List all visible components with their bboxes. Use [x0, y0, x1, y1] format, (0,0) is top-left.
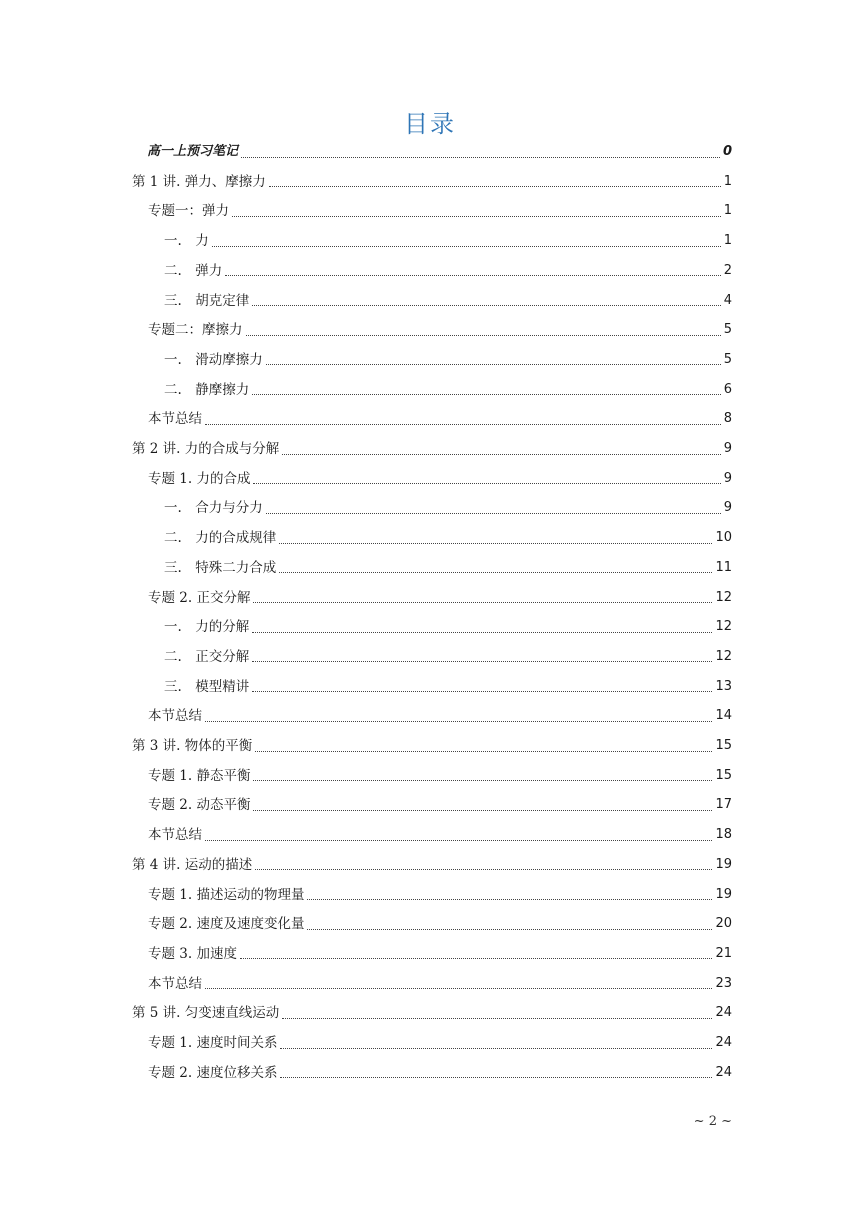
toc-entry-page-number: 8	[723, 411, 732, 427]
toc-entry[interactable]	[148, 792, 732, 818]
toc-entry-label: 一. 力的分解	[164, 619, 250, 636]
toc-leader-dots	[279, 572, 712, 573]
toc-entry-label: 第 5 讲. 匀变速直线运动	[132, 1005, 280, 1022]
toc-entry[interactable]	[164, 347, 732, 373]
toc-leader-dots	[307, 929, 712, 930]
toc-leader-dots	[205, 721, 712, 722]
page-number-footer: ~ 2 ~	[693, 1114, 732, 1129]
toc-entry-label: 第 3 讲. 物体的平衡	[132, 738, 253, 754]
toc-entry[interactable]	[148, 1030, 732, 1056]
toc-leader-dots	[246, 335, 721, 336]
toc-entry-label: 专题 1. 静态平衡	[148, 767, 251, 784]
toc-entry-label: 第 2 讲. 力的合成与分解	[132, 441, 280, 457]
toc-entry[interactable]	[148, 941, 732, 967]
toc-entry-page-number: 15	[715, 738, 732, 753]
toc-entry-page-number: 21	[715, 945, 732, 961]
toc-leader-dots	[279, 543, 712, 544]
toc-entry-label: 专题 1. 速度时间关系	[148, 1035, 278, 1051]
toc-entry[interactable]	[164, 228, 732, 254]
toc-leader-dots	[266, 513, 721, 514]
toc-entry-page-number: 19	[715, 886, 732, 902]
toc-entry[interactable]	[164, 377, 732, 403]
toc-entry-page-number: 24	[715, 1005, 732, 1021]
toc-entry-page-number: 9	[723, 470, 732, 486]
toc-entry-page-number: 5	[723, 351, 732, 367]
toc-entry-page-number: 15	[715, 767, 732, 783]
toc-entry-label: 本节总结	[148, 708, 202, 725]
toc-entry-page-number: 2	[723, 262, 732, 278]
toc-entry-label: 本节总结	[148, 411, 202, 428]
toc-entry[interactable]	[148, 585, 732, 611]
toc-entry-page-number: 23	[715, 975, 732, 991]
toc-entry-label: 专题一：弹力	[148, 203, 229, 220]
toc-leader-dots	[205, 840, 712, 841]
toc-entry-page-number: 5	[723, 322, 732, 338]
toc-entry[interactable]	[164, 644, 732, 670]
toc-entry-page-number: 11	[715, 559, 732, 575]
toc-entry-label: 三. 胡克定律	[164, 292, 250, 309]
toc-entry[interactable]	[164, 258, 732, 284]
toc-entry-page-number: 9	[723, 441, 732, 456]
toc-entry[interactable]	[148, 763, 732, 789]
toc-entry-label: 一. 力	[164, 233, 209, 250]
toc-leader-dots	[266, 364, 721, 365]
toc-entry-label: 专题 1. 力的合成	[148, 470, 251, 487]
toc-leader-dots	[253, 780, 712, 781]
toc-leader-dots	[252, 632, 712, 633]
toc-leader-dots	[255, 869, 712, 870]
toc-entry[interactable]	[164, 614, 732, 640]
toc-entry-label: 本节总结	[148, 975, 202, 992]
toc-leader-dots	[280, 1077, 712, 1078]
toc-entry[interactable]	[148, 882, 732, 908]
toc-leader-dots	[252, 305, 720, 306]
toc-entry[interactable]	[164, 288, 732, 314]
toc-leader-dots	[205, 424, 721, 425]
toc-entry[interactable]	[148, 971, 732, 997]
toc-entry-page-number: 10	[715, 530, 732, 546]
toc-entry-page-number: 9	[723, 500, 732, 516]
toc-entry-page-number: 1	[723, 173, 732, 189]
toc-entry-label: 一. 滑动摩擦力	[164, 351, 263, 368]
toc-entry-label: 专题 3. 加速度	[148, 945, 237, 962]
toc-entry-page-number: 24	[715, 1064, 732, 1080]
toc-entry-page-number: 12	[715, 648, 732, 664]
toc-leader-dots	[255, 751, 712, 752]
toc-entry-label: 二. 静摩擦力	[164, 381, 250, 398]
toc-entry-label: 二. 正交分解	[164, 648, 250, 665]
toc-entry[interactable]	[132, 733, 732, 759]
toc-entry-label: 第 4 讲. 运动的描述	[132, 856, 253, 873]
toc-leader-dots	[252, 691, 712, 692]
toc-entry-page-number: 20	[715, 916, 732, 932]
toc-entry[interactable]	[148, 317, 732, 343]
toc-leader-dots	[280, 1048, 712, 1049]
toc-entry[interactable]	[132, 436, 732, 462]
toc-entry[interactable]	[148, 703, 732, 729]
toc-entry-page-number: 14	[715, 708, 732, 724]
toc-entry-label: 专题 2. 动态平衡	[148, 797, 251, 814]
toc-leader-dots	[240, 958, 712, 959]
toc-leader-dots	[253, 810, 712, 811]
toc-title: 目录	[404, 110, 456, 138]
toc-entry-page-number: 12	[715, 589, 732, 605]
toc-entry[interactable]	[132, 169, 732, 195]
toc-entry-page-number: 0	[722, 144, 732, 159]
toc-entry-label: 专题 2. 正交分解	[148, 589, 251, 606]
toc-entry[interactable]	[164, 555, 732, 581]
toc-entry[interactable]	[148, 911, 732, 937]
toc-leader-dots	[307, 899, 712, 900]
toc-entry-page-number: 1	[723, 233, 732, 249]
toc-entry-label: 专题 2. 速度位移关系	[148, 1064, 278, 1081]
toc-entry-label: 三. 特殊二力合成	[164, 559, 277, 576]
toc-entry[interactable]	[148, 822, 732, 848]
toc-entry-page-number: 13	[715, 678, 732, 694]
toc-entry-label: 二. 弹力	[164, 262, 223, 279]
toc-entry[interactable]	[164, 495, 732, 521]
toc-entry-label: 专题 2. 速度及速度变化量	[148, 916, 305, 933]
toc-entry[interactable]	[164, 525, 732, 551]
toc-entry[interactable]	[147, 139, 732, 165]
toc-entry-page-number: 12	[715, 619, 732, 635]
toc-entry-page-number: 19	[715, 856, 732, 872]
toc-entry[interactable]	[148, 466, 732, 492]
toc-leader-dots	[252, 394, 720, 395]
toc-leader-dots	[252, 661, 712, 662]
toc-entry-label: 二. 力的合成规律	[164, 530, 277, 547]
toc-entry[interactable]	[132, 852, 732, 878]
toc-entry[interactable]	[148, 406, 732, 432]
toc-entry-label: 专题二：摩擦力	[148, 322, 243, 339]
toc-entry-page-number: 6	[723, 381, 732, 397]
toc-entry-label: 三. 模型精讲	[164, 678, 250, 695]
toc-entry-page-number: 17	[715, 797, 732, 813]
toc-entry[interactable]	[148, 1060, 732, 1086]
toc-entry-label: 高一上预习笔记	[147, 144, 239, 159]
toc-entry-page-number: 1	[723, 203, 732, 219]
toc-leader-dots	[241, 157, 720, 158]
toc-entry-page-number: 4	[723, 292, 732, 308]
toc-leader-dots	[205, 988, 712, 989]
toc-leader-dots	[269, 186, 721, 187]
toc-entry[interactable]	[132, 1000, 732, 1026]
toc-leader-dots	[225, 275, 720, 276]
toc-entry-label: 本节总结	[148, 827, 202, 844]
toc-leader-dots	[232, 216, 721, 217]
toc-entry[interactable]	[148, 198, 732, 224]
toc-leader-dots	[253, 602, 712, 603]
toc-leader-dots	[282, 454, 720, 455]
toc-entry-page-number: 24	[715, 1035, 732, 1050]
toc-entry-page-number: 18	[715, 827, 732, 843]
toc-leader-dots	[212, 246, 721, 247]
toc-entry-label: 专题 1. 描述运动的物理量	[148, 886, 305, 903]
toc-entry[interactable]	[164, 674, 732, 700]
toc-entry-label: 第 1 讲. 弹力、摩擦力	[132, 173, 266, 190]
toc-leader-dots	[282, 1018, 712, 1019]
toc-leader-dots	[253, 483, 720, 484]
toc-entry-label: 一. 合力与分力	[164, 500, 263, 517]
